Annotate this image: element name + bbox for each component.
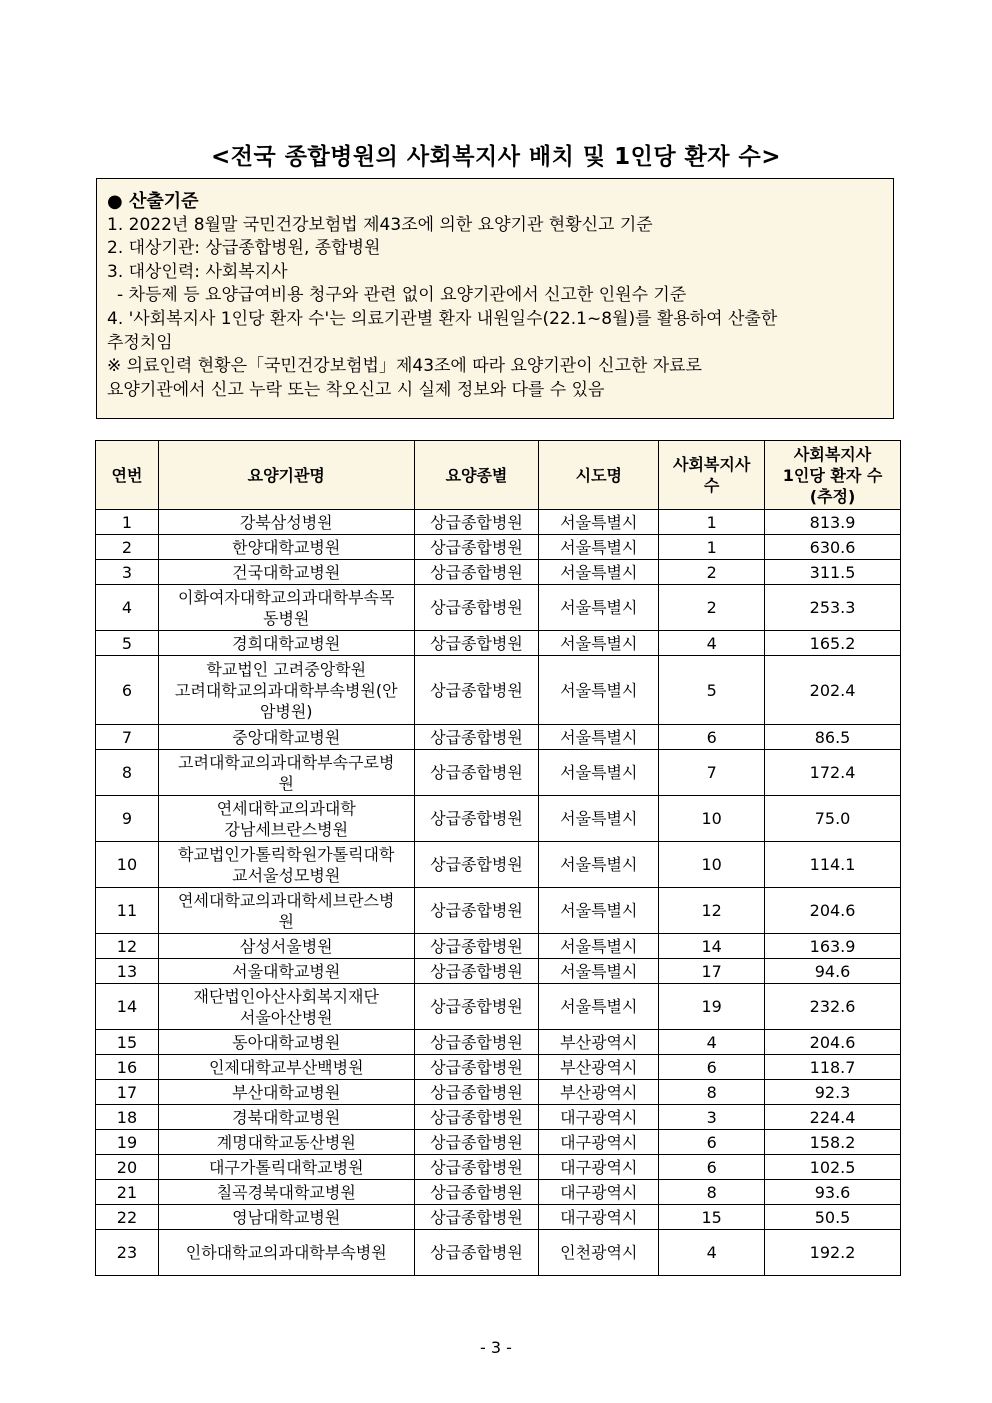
criteria-line: 3. 대상인력: 사회복지사 — [107, 261, 288, 282]
cell-name: 학교법인 고려중앙학원 고려대학교의과대학부속병원(안 암병원) — [158, 656, 414, 725]
cell-count: 2 — [659, 585, 765, 631]
cell-patients: 50.5 — [765, 1205, 901, 1230]
cell-count: 10 — [659, 796, 765, 842]
cell-patients: 311.5 — [765, 560, 901, 585]
header-region: 시도명 — [539, 441, 659, 510]
cell-type: 상급종합병원 — [414, 934, 539, 959]
cell-region: 서울특별시 — [539, 984, 659, 1030]
cell-no: 23 — [96, 1230, 159, 1276]
cell-name: 연세대학교의과대학세브란스병 원 — [158, 888, 414, 934]
cell-type: 상급종합병원 — [414, 585, 539, 631]
cell-name: 이화여자대학교의과대학부속목 동병원 — [158, 585, 414, 631]
header-patients: 사회복지사 1인당 환자 수 (추정) — [765, 441, 901, 510]
cell-count: 4 — [659, 1030, 765, 1055]
cell-count: 4 — [659, 631, 765, 656]
cell-type: 상급종합병원 — [414, 888, 539, 934]
table-row — [96, 984, 901, 1030]
cell-patients: 172.4 — [765, 750, 901, 796]
cell-patients: 102.5 — [765, 1155, 901, 1180]
cell-no: 18 — [96, 1105, 159, 1130]
cell-no: 12 — [96, 934, 159, 959]
cell-count: 6 — [659, 1155, 765, 1180]
table-header-row — [96, 441, 901, 510]
cell-count: 1 — [659, 510, 765, 535]
cell-no: 20 — [96, 1155, 159, 1180]
cell-name: 서울대학교병원 — [158, 959, 414, 984]
cell-region: 서울특별시 — [539, 535, 659, 560]
table-row — [96, 585, 901, 631]
cell-region: 대구광역시 — [539, 1205, 659, 1230]
table-row — [96, 1055, 901, 1080]
table-row — [96, 1180, 901, 1205]
table-row — [96, 959, 901, 984]
cell-region: 서울특별시 — [539, 888, 659, 934]
table-row — [96, 1080, 901, 1105]
cell-no: 14 — [96, 984, 159, 1030]
cell-count: 19 — [659, 984, 765, 1030]
criteria-box — [96, 178, 894, 419]
table-row — [96, 842, 901, 888]
cell-no: 1 — [96, 510, 159, 535]
cell-type: 상급종합병원 — [414, 510, 539, 535]
cell-region: 대구광역시 — [539, 1130, 659, 1155]
cell-type: 상급종합병원 — [414, 1155, 539, 1180]
cell-type: 상급종합병원 — [414, 1180, 539, 1205]
table-row — [96, 1155, 901, 1180]
cell-count: 10 — [659, 842, 765, 888]
cell-count: 4 — [659, 1230, 765, 1276]
cell-type: 상급종합병원 — [414, 631, 539, 656]
cell-type: 상급종합병원 — [414, 750, 539, 796]
header-count: 사회복지사 수 — [659, 441, 765, 510]
cell-name: 건국대학교병원 — [158, 560, 414, 585]
cell-no: 21 — [96, 1180, 159, 1205]
cell-type: 상급종합병원 — [414, 796, 539, 842]
cell-region: 서울특별시 — [539, 560, 659, 585]
cell-type: 상급종합병원 — [414, 725, 539, 750]
cell-region: 서울특별시 — [539, 750, 659, 796]
table-row — [96, 750, 901, 796]
cell-region: 부산광역시 — [539, 1055, 659, 1080]
cell-patients: 813.9 — [765, 510, 901, 535]
cell-patients: 75.0 — [765, 796, 901, 842]
cell-patients: 204.6 — [765, 888, 901, 934]
criteria-line: - 차등제 등 요양급여비용 청구와 관련 없이 요양기관에서 신고한 인원수 기준 — [117, 285, 687, 306]
header-no: 연번 — [96, 441, 159, 510]
cell-name: 경희대학교병원 — [158, 631, 414, 656]
cell-count: 15 — [659, 1205, 765, 1230]
cell-name: 인제대학교부산백병원 — [158, 1055, 414, 1080]
table-row — [96, 656, 901, 725]
table-row — [96, 1105, 901, 1130]
cell-region: 서울특별시 — [539, 510, 659, 535]
cell-region: 부산광역시 — [539, 1030, 659, 1055]
cell-no: 7 — [96, 725, 159, 750]
cell-name: 재단법인아산사회복지재단 서울아산병원 — [158, 984, 414, 1030]
cell-region: 대구광역시 — [539, 1155, 659, 1180]
cell-name: 중앙대학교병원 — [158, 725, 414, 750]
page-number: - 3 - — [480, 1338, 512, 1357]
cell-patients: 630.6 — [765, 535, 901, 560]
cell-no: 22 — [96, 1205, 159, 1230]
criteria-line: 추정치임 — [107, 332, 173, 353]
cell-no: 10 — [96, 842, 159, 888]
table-row — [96, 1030, 901, 1055]
cell-region: 대구광역시 — [539, 1105, 659, 1130]
cell-patients: 163.9 — [765, 934, 901, 959]
cell-name: 고려대학교의과대학부속구로병 원 — [158, 750, 414, 796]
table-row — [96, 535, 901, 560]
cell-no: 5 — [96, 631, 159, 656]
cell-no: 3 — [96, 560, 159, 585]
cell-type: 상급종합병원 — [414, 842, 539, 888]
cell-patients: 118.7 — [765, 1055, 901, 1080]
cell-patients: 253.3 — [765, 585, 901, 631]
table-row — [96, 725, 901, 750]
cell-name: 동아대학교병원 — [158, 1030, 414, 1055]
cell-no: 16 — [96, 1055, 159, 1080]
table-row — [96, 934, 901, 959]
cell-type: 상급종합병원 — [414, 1080, 539, 1105]
criteria-line: 1. 2022년 8월말 국민건강보험법 제43조에 의한 요양기관 현황신고 기준 — [107, 214, 653, 235]
cell-type: 상급종합병원 — [414, 984, 539, 1030]
cell-patients: 93.6 — [765, 1180, 901, 1205]
cell-type: 상급종합병원 — [414, 656, 539, 725]
cell-no: 17 — [96, 1080, 159, 1105]
cell-name: 연세대학교의과대학 강남세브란스병원 — [158, 796, 414, 842]
cell-count: 14 — [659, 934, 765, 959]
cell-name: 인하대학교의과대학부속병원 — [158, 1230, 414, 1276]
cell-patients: 165.2 — [765, 631, 901, 656]
criteria-line: 4. '사회복지사 1인당 환자 수'는 의료기관별 환자 내원일수(22.1~8월)를 활용하여 산출한 — [107, 308, 778, 329]
table-row — [96, 1205, 901, 1230]
table-row — [96, 888, 901, 934]
cell-count: 17 — [659, 959, 765, 984]
cell-name: 삼성서울병원 — [158, 934, 414, 959]
cell-count: 3 — [659, 1105, 765, 1130]
table-row — [96, 796, 901, 842]
cell-type: 상급종합병원 — [414, 1055, 539, 1080]
cell-name: 대구가톨릭대학교병원 — [158, 1155, 414, 1180]
cell-region: 서울특별시 — [539, 631, 659, 656]
cell-patients: 224.4 — [765, 1105, 901, 1130]
cell-region: 인천광역시 — [539, 1230, 659, 1276]
cell-no: 2 — [96, 535, 159, 560]
cell-no: 19 — [96, 1130, 159, 1155]
header-name: 요양기관명 — [158, 441, 414, 510]
cell-region: 서울특별시 — [539, 585, 659, 631]
cell-patients: 92.3 — [765, 1080, 901, 1105]
cell-region: 대구광역시 — [539, 1180, 659, 1205]
cell-count: 5 — [659, 656, 765, 725]
criteria-heading: ● 산출기준 — [107, 191, 199, 212]
cell-count: 6 — [659, 1130, 765, 1155]
criteria-line: ※ 의료인력 현황은「국민건강보험법」제43조에 따라 요양기관이 신고한 자료로 — [107, 356, 702, 377]
table-row — [96, 510, 901, 535]
table-row — [96, 1230, 901, 1276]
cell-name: 영남대학교병원 — [158, 1205, 414, 1230]
cell-type: 상급종합병원 — [414, 959, 539, 984]
cell-no: 4 — [96, 585, 159, 631]
cell-region: 서울특별시 — [539, 796, 659, 842]
cell-type: 상급종합병원 — [414, 1105, 539, 1130]
cell-type: 상급종합병원 — [414, 1230, 539, 1276]
cell-type: 상급종합병원 — [414, 1130, 539, 1155]
table-row — [96, 560, 901, 585]
cell-patients: 158.2 — [765, 1130, 901, 1155]
cell-type: 상급종합병원 — [414, 560, 539, 585]
cell-patients: 202.4 — [765, 656, 901, 725]
cell-patients: 232.6 — [765, 984, 901, 1030]
cell-patients: 192.2 — [765, 1230, 901, 1276]
cell-no: 9 — [96, 796, 159, 842]
header-type: 요양종별 — [414, 441, 539, 510]
cell-name: 강북삼성병원 — [158, 510, 414, 535]
cell-region: 서울특별시 — [539, 656, 659, 725]
cell-name: 경북대학교병원 — [158, 1105, 414, 1130]
cell-type: 상급종합병원 — [414, 1030, 539, 1055]
cell-count: 8 — [659, 1180, 765, 1205]
cell-type: 상급종합병원 — [414, 535, 539, 560]
cell-no: 13 — [96, 959, 159, 984]
cell-count: 6 — [659, 1055, 765, 1080]
table-row — [96, 1130, 901, 1155]
criteria-line: 2. 대상기관: 상급종합병원, 종합병원 — [107, 238, 381, 259]
cell-count: 2 — [659, 560, 765, 585]
cell-region: 서울특별시 — [539, 842, 659, 888]
cell-region: 서울특별시 — [539, 934, 659, 959]
cell-no: 15 — [96, 1030, 159, 1055]
cell-count: 1 — [659, 535, 765, 560]
cell-region: 부산광역시 — [539, 1080, 659, 1105]
cell-count: 8 — [659, 1080, 765, 1105]
cell-region: 서울특별시 — [539, 725, 659, 750]
cell-name: 학교법인가톨릭학원가톨릭대학 교서울성모병원 — [158, 842, 414, 888]
cell-count: 7 — [659, 750, 765, 796]
cell-type: 상급종합병원 — [414, 1205, 539, 1230]
cell-patients: 204.6 — [765, 1030, 901, 1055]
cell-name: 칠곡경북대학교병원 — [158, 1180, 414, 1205]
cell-name: 부산대학교병원 — [158, 1080, 414, 1105]
table-body — [96, 510, 901, 1276]
cell-patients: 94.6 — [765, 959, 901, 984]
table-row — [96, 631, 901, 656]
cell-name: 한양대학교병원 — [158, 535, 414, 560]
cell-region: 서울특별시 — [539, 959, 659, 984]
cell-no: 11 — [96, 888, 159, 934]
cell-name: 계명대학교동산병원 — [158, 1130, 414, 1155]
hospital-table — [95, 440, 901, 1276]
criteria-line: 요양기관에서 신고 누락 또는 착오신고 시 실제 정보와 다를 수 있음 — [107, 379, 605, 400]
cell-patients: 114.1 — [765, 842, 901, 888]
cell-count: 12 — [659, 888, 765, 934]
cell-no: 8 — [96, 750, 159, 796]
cell-count: 6 — [659, 725, 765, 750]
cell-no: 6 — [96, 656, 159, 725]
page-title: <전국 종합병원의 사회복지사 배치 및 1인당 환자 수> — [211, 144, 781, 170]
cell-patients: 86.5 — [765, 725, 901, 750]
